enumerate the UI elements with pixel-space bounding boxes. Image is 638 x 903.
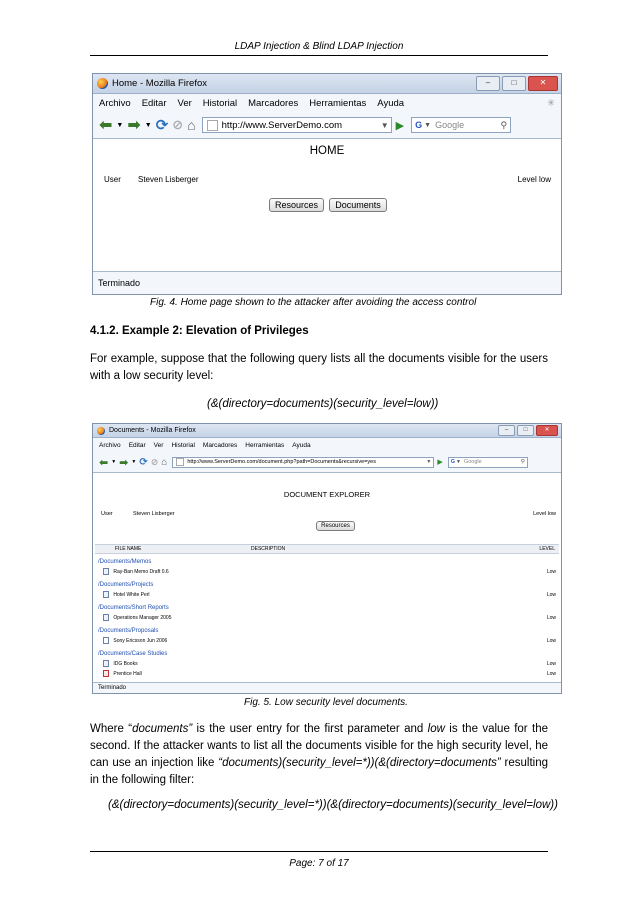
url-text: http://www.ServerDemo.com/document.php?path=Documents&recursive=yes	[187, 459, 376, 465]
firefox-logo-icon	[97, 78, 108, 89]
status-text: Terminado	[98, 278, 141, 288]
file-name: Sony Ericsson Jun 2006	[113, 637, 168, 644]
back-dropdown-icon[interactable]: ▼	[116, 121, 124, 129]
back-icon[interactable]: ⬅	[99, 117, 113, 134]
menu-ver[interactable]: Ver	[177, 97, 192, 109]
file-row[interactable]	[103, 660, 138, 667]
page-content	[93, 472, 561, 683]
url-dropdown-icon[interactable]: ▼	[380, 120, 389, 130]
header-rule	[90, 55, 548, 56]
resources-button[interactable]: Resources	[269, 198, 324, 212]
filter-formula-low: (&(directory=documents)(security_level=low))	[207, 398, 439, 410]
paragraph-2	[90, 721, 548, 789]
file-level: Low	[546, 615, 556, 621]
word-document-icon	[103, 660, 109, 667]
firefox-window-documents	[92, 423, 562, 694]
menu-herramientas[interactable]: Herramientas	[309, 97, 367, 109]
file-row[interactable]	[103, 637, 167, 644]
page-icon	[207, 120, 218, 131]
security-level: Level low	[517, 175, 551, 184]
search-placeholder: Google	[435, 120, 465, 130]
file-name: Prentice Hall	[113, 670, 142, 677]
text-run: is the user entry for the first parameter and	[192, 723, 428, 735]
window-title: Documents - Mozilla Firefox	[109, 427, 196, 434]
column-description: DESCRIPTION	[251, 546, 286, 552]
url-bar[interactable]	[172, 457, 434, 468]
directory-link-case-studies[interactable]: /Documents/Case Studies	[98, 651, 168, 657]
text-document-icon	[103, 637, 109, 644]
menu-bar	[93, 94, 561, 112]
title-bar	[93, 424, 561, 438]
menu-editar[interactable]: Editar	[141, 97, 167, 109]
directory-link-memos[interactable]: /Documents/Memos	[98, 559, 152, 565]
stop-icon[interactable]: ⊘	[172, 117, 184, 132]
file-level: Low	[546, 592, 556, 598]
directory-link-proposals[interactable]: /Documents/Proposals	[98, 628, 159, 634]
filter-formula-injected: (&(directory=documents)(security_level=*))(&(directory=documents)(security_level=low))	[108, 799, 558, 811]
search-box[interactable]	[411, 117, 511, 133]
figure5-caption: Fig. 5. Low security level documents.	[244, 697, 408, 708]
page-icon	[176, 458, 184, 466]
google-icon: G	[415, 120, 423, 130]
column-level: LEVEL	[539, 546, 555, 552]
word-document-icon	[103, 614, 109, 621]
close-button[interactable]: ✕	[536, 425, 558, 436]
home-icon[interactable]: ⌂	[187, 117, 196, 133]
navigation-toolbar	[93, 112, 561, 138]
section-heading: 4.1.2. Example 2: Elevation of Privileges	[90, 325, 309, 337]
minimize-button[interactable]: –	[476, 76, 500, 91]
search-icon[interactable]: ⚲	[520, 459, 525, 465]
window-title: Home - Mozilla Firefox	[112, 78, 208, 89]
running-header: LDAP Injection & Blind LDAP Injection	[234, 41, 404, 52]
title-bar	[93, 74, 561, 94]
search-icon[interactable]: ⚲	[500, 119, 508, 130]
url-bar[interactable]	[202, 117, 392, 133]
page-title: DOCUMENT EXPLORER	[283, 490, 371, 499]
word-document-icon	[103, 591, 109, 598]
file-name: Hotel White Perl	[113, 591, 150, 598]
menu-bar	[93, 438, 561, 452]
file-level: Low	[546, 671, 556, 677]
file-name: IDG Books	[113, 660, 138, 667]
column-file-name: FILE NAME	[115, 546, 142, 552]
menu-archivo[interactable]: Archivo	[99, 441, 121, 449]
menu-marcadores[interactable]: Marcadores	[248, 97, 299, 109]
text-run: Where “	[90, 723, 133, 735]
user-label: User	[101, 511, 113, 517]
back-icon[interactable]: ⬅	[99, 456, 109, 469]
text-run-italic: documents”	[132, 723, 193, 735]
menu-marcadores[interactable]: Marcadores	[202, 441, 238, 449]
resources-button[interactable]: Resources	[316, 521, 355, 531]
status-bar	[93, 683, 561, 693]
navigation-toolbar	[93, 452, 561, 472]
menu-historial[interactable]: Historial	[202, 97, 238, 109]
file-row[interactable]	[103, 591, 150, 598]
forward-icon[interactable]: ➡	[119, 456, 129, 469]
file-level: Low	[546, 569, 556, 575]
go-icon[interactable]: ▶	[437, 459, 443, 466]
google-icon: G	[450, 459, 455, 465]
security-level: Level low	[533, 511, 556, 517]
maximize-button[interactable]: □	[517, 425, 534, 436]
search-box[interactable]	[448, 457, 528, 468]
word-document-icon	[103, 568, 109, 575]
url-dropdown-icon[interactable]: ▼	[426, 459, 432, 465]
menu-ayuda[interactable]: Ayuda	[292, 441, 311, 449]
search-engine-dropdown-icon[interactable]: ▼	[424, 121, 432, 129]
home-icon[interactable]: ⌂	[161, 456, 168, 468]
text-run-italic: low	[427, 723, 445, 735]
footer-rule	[90, 851, 548, 852]
pdf-document-icon	[103, 670, 109, 677]
file-row[interactable]	[103, 614, 171, 621]
table-header	[95, 544, 559, 554]
throbber-icon: ✳	[547, 97, 555, 109]
text-run-italic: “documents)(security_level=*))(&(directory=documents”	[218, 757, 501, 769]
search-placeholder: Google	[463, 459, 482, 465]
forward-icon[interactable]: ➡	[127, 117, 141, 134]
text-run: resulting in the following filter:	[90, 757, 548, 786]
text-run: is the value for the second. If the attacker wants to list all the documents visible for the high security level, he can use an injection like	[90, 723, 548, 769]
directory-link-short-reports[interactable]: /Documents/Short Reports	[98, 605, 169, 611]
status-text: Terminado	[98, 685, 127, 691]
page-content	[93, 138, 561, 272]
file-row[interactable]	[103, 568, 169, 575]
search-engine-dropdown-icon[interactable]: ▼	[456, 459, 461, 465]
file-name: Operations Manager 2005	[113, 614, 172, 621]
file-level: Low	[546, 661, 556, 667]
back-dropdown-icon[interactable]: ▼	[111, 459, 117, 465]
menu-editar[interactable]: Editar	[128, 441, 146, 449]
menu-herramientas[interactable]: Herramientas	[245, 441, 285, 449]
menu-archivo[interactable]: Archivo	[99, 97, 131, 109]
figure4-caption: Fig. 4. Home page shown to the attacker after avoiding the access control	[150, 297, 477, 308]
forward-dropdown-icon[interactable]: ▼	[131, 459, 137, 465]
file-level: Low	[546, 638, 556, 644]
menu-ver[interactable]: Ver	[153, 441, 164, 449]
firefox-logo-icon	[97, 427, 105, 435]
reload-icon[interactable]: ⟳	[139, 456, 148, 468]
paragraph-1: For example, suppose that the following query lists all the documents visible for the users with a low security level:	[90, 353, 548, 382]
file-row[interactable]	[103, 670, 142, 677]
directory-link-projects[interactable]: /Documents/Projects	[98, 582, 154, 588]
user-label: User	[104, 175, 121, 184]
forward-dropdown-icon[interactable]: ▼	[144, 121, 152, 129]
go-icon[interactable]: ▶	[395, 119, 405, 132]
menu-ayuda[interactable]: Ayuda	[377, 97, 405, 109]
reload-icon[interactable]: ⟳	[155, 117, 169, 134]
minimize-button[interactable]: –	[498, 425, 515, 436]
documents-button[interactable]: Documents	[329, 198, 387, 212]
user-name: Steven Lisberger	[133, 511, 175, 517]
menu-historial[interactable]: Historial	[171, 441, 195, 449]
url-text: http://www.ServerDemo.com	[221, 119, 343, 131]
page-number: Page: 7 of 17	[289, 858, 349, 869]
firefox-window-home	[92, 73, 562, 295]
user-name: Steven Lisberger	[138, 175, 199, 184]
file-name: Ray-Ban Memo Draft 0.6	[113, 568, 169, 575]
page-title: HOME	[309, 145, 345, 157]
status-bar	[93, 272, 561, 294]
maximize-button[interactable]: □	[502, 76, 526, 91]
stop-icon[interactable]: ⊘	[150, 456, 159, 467]
close-button[interactable]: ✕	[528, 76, 558, 91]
